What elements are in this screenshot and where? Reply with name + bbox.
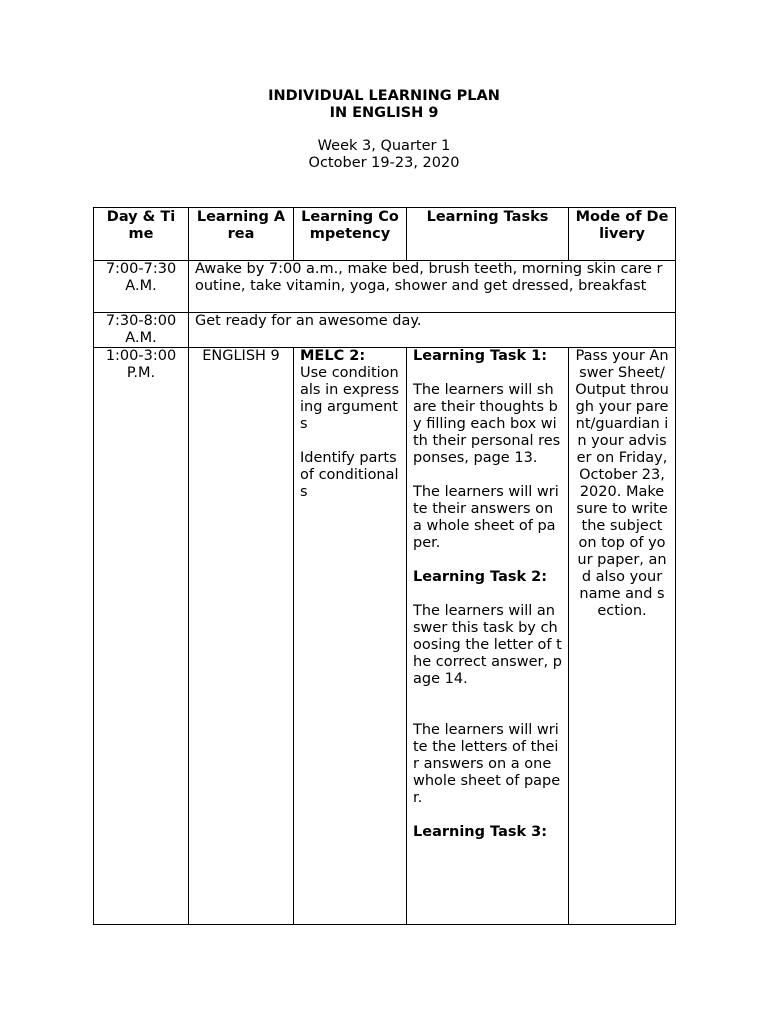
header-mode-of-delivery: Mode of Delivery bbox=[569, 208, 676, 261]
task-text: The learners will write their answers on a whole sheet of paper. bbox=[413, 484, 559, 551]
row-time: 1:00-3:00 P.M. bbox=[94, 348, 189, 925]
competency-text: Use conditionals in expressing arguments bbox=[300, 365, 400, 432]
table-row bbox=[94, 313, 676, 348]
task-label: Learning Task 1: bbox=[413, 348, 548, 364]
table-row bbox=[94, 261, 676, 313]
task-text: The learners will write the letters of their answers on a one whole sheet of paper. bbox=[413, 722, 561, 806]
table-row bbox=[94, 348, 676, 925]
row-activity: Get ready for an awesome day. bbox=[189, 313, 676, 348]
row-activity: Awake by 7:00 a.m., make bed, brush teeth, morning skin care routine, take vitamin, yoga, shower and get dressed, breakfast bbox=[189, 261, 676, 313]
date-range: October 19-23, 2020 bbox=[308, 155, 460, 171]
task-text: The learners will share their thoughts by filling each box with their personal responses, page 13. bbox=[413, 382, 561, 466]
task-label: Learning Task 2: bbox=[413, 569, 548, 585]
header-day-time: Day & Time bbox=[94, 208, 189, 261]
table-header-row bbox=[94, 208, 676, 261]
row-time: 7:00-7:30 A.M. bbox=[94, 261, 189, 313]
learning-competency-cell bbox=[294, 348, 407, 925]
document-subject: IN ENGLISH 9 bbox=[329, 105, 439, 121]
header-learning-tasks: Learning Tasks bbox=[407, 208, 569, 261]
competency-label: MELC 2: bbox=[300, 348, 366, 364]
learning-plan-table bbox=[93, 207, 676, 925]
header-learning-area: Learning Area bbox=[189, 208, 294, 261]
mode-of-delivery-cell: Pass your Answer Sheet/Output through your parent/guardian in your adviser on Friday, October 23, 2020. Make sure to write the subject on top of your paper, and also your name and section. bbox=[569, 348, 676, 925]
competency-text: Identify parts of conditionals bbox=[300, 450, 399, 500]
task-text: The learners will answer this task by choosing the letter of the correct answer, page 14. bbox=[413, 603, 562, 687]
document-title: INDIVIDUAL LEARNING PLAN bbox=[268, 88, 500, 104]
week-quarter: Week 3, Quarter 1 bbox=[317, 138, 451, 154]
learning-area-cell: ENGLISH 9 bbox=[189, 348, 294, 925]
header-learning-competency: Learning Competency bbox=[294, 208, 407, 261]
task-label: Learning Task 3: bbox=[413, 824, 548, 840]
learning-tasks-cell bbox=[407, 348, 569, 925]
row-time: 7:30-8:00 A.M. bbox=[94, 313, 189, 348]
